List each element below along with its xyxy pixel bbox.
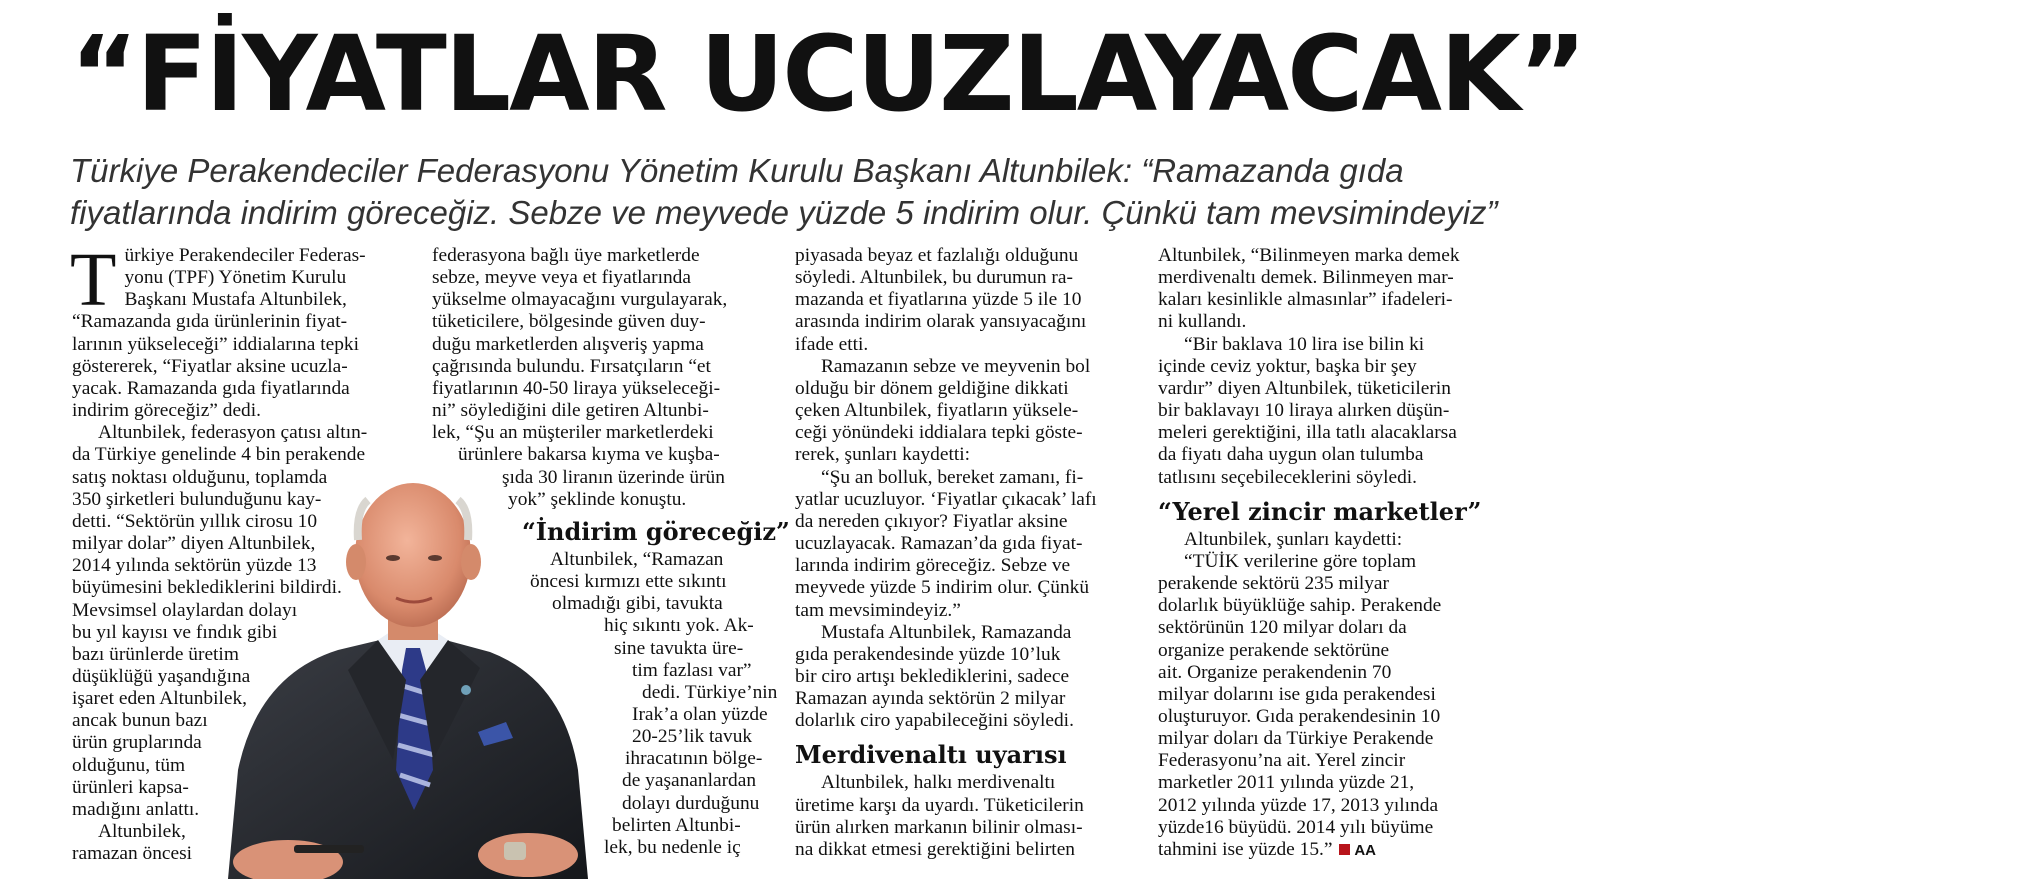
text-line: belirten Altunbi-	[612, 814, 741, 836]
subheading-merdivenalti: Merdivenaltı uyarısı	[795, 740, 1067, 770]
subheading-indirim: “İndirim göreceğiz”	[522, 516, 790, 546]
text-line: Altunbilek, federasyon çatısı altın-	[98, 422, 368, 444]
text-line: kaları kesinlikle almasınlar” ifadeleri-	[1158, 289, 1453, 311]
text-line: de yaşananlardan	[622, 770, 757, 792]
subheading-yerel-zincir: “Yerel zincir marketler”	[1158, 496, 1482, 526]
text-line: tüketicilere, bölgesinde güven duy-	[432, 311, 706, 333]
text-line: satış noktası olduğunu, toplamda	[72, 466, 328, 488]
text-line: ni” söylediğini dile getiren Altunbi-	[432, 400, 709, 422]
text-line: yacak. Ramazanda gıda fiyatlarında	[72, 377, 350, 399]
text-line: perakende sektörü 235 milyar	[1158, 573, 1389, 595]
text-line: olduğu bir dönem geldiğine dikkati	[795, 377, 1069, 399]
text-line: yok” şeklinde konuştu.	[508, 488, 687, 510]
text-line: da Türkiye genelinde 4 bin perakende	[72, 444, 366, 466]
text-line: milyar dolar” diyen Altunbilek,	[72, 533, 316, 555]
text-line: dedi. Türkiye’nin	[642, 681, 778, 703]
text-line: Başkanı Mustafa Altunbilek,	[124, 289, 347, 311]
text-line: oluşturuyor. Gıda perakendesinin 10	[1158, 705, 1441, 727]
text-line: 2014 yılında sektörün yüzde 13	[72, 555, 317, 577]
text-line: bir ciro artışı beklediklerini, sadece	[795, 665, 1070, 687]
text-line: dolarlık büyüklüğe sahip. Perakende	[1158, 595, 1442, 617]
text-line: ürkiye Perakendeciler Federas-	[124, 245, 366, 266]
text-line: bazı ürünlerde üretim	[72, 643, 239, 665]
text-line: lek, bu nedenle iç	[604, 836, 741, 858]
text-line: Altunbilek, “Ramazan	[550, 548, 724, 570]
text-line: Irak’a olan yüzde	[632, 703, 768, 725]
text-line: ürünlere bakarsa kıyma ve kuşba-	[458, 444, 720, 466]
text-line: 2012 yılında yüzde 17, 2013 yılında	[1158, 794, 1439, 816]
text-line: bir baklavayı 10 liraya alırken düşün-	[1158, 400, 1450, 422]
text-line: Altunbilek,	[98, 821, 186, 843]
text-line: bu yıl kayısı ve fındık gibi	[72, 621, 278, 643]
text-line: merdivenaltı demek. Bilinmeyen mar-	[1158, 267, 1454, 289]
text-line: dolayı durduğunu	[622, 792, 760, 814]
drop-cap: T	[70, 238, 117, 322]
text-line: milyar doları da Türkiye Perakende	[1158, 728, 1434, 750]
text-line: da fiyatı daha uygun olan tulumba	[1158, 444, 1424, 466]
text-line: 20-25’lik tavuk	[632, 726, 753, 748]
text-line: ni kullandı.	[1158, 311, 1247, 333]
text-line: fiyatlarının 40-50 liraya yükseleceği-	[432, 377, 721, 399]
text-line: hiç sıkıntı yok. Ak-	[604, 615, 754, 637]
text-line: ihracatının bölge-	[625, 748, 763, 770]
text-line: ceği yönündeki iddialara tepki göste-	[795, 422, 1083, 444]
text-line: çağrısında bulundu. Fırsatçıların “et	[432, 355, 711, 377]
end-mark-icon	[1339, 844, 1350, 855]
text-line: ancak bunun bazı	[72, 710, 208, 732]
text-line: Altunbilek, “Bilinmeyen marka demek	[1158, 245, 1460, 266]
agency-signature: AA	[1354, 841, 1376, 859]
text-line: ürün gruplarında	[72, 732, 202, 754]
text-line: sektörünün 120 milyar doları da	[1158, 617, 1407, 639]
headline: “FİYATLAR UCUZLAYACAK”	[70, 13, 1585, 135]
text-line: madığını anlattı.	[72, 798, 200, 820]
text-line: “Bir baklava 10 lira ise bilin ki	[1184, 333, 1425, 355]
text-line: söyledi. Altunbilek, bu durumun ra-	[795, 267, 1073, 289]
text-line: Ramazan ayında sektörün 2 milyar	[795, 688, 1066, 710]
text-line: yonu (TPF) Yönetim Kurulu	[124, 267, 347, 289]
text-line: yatlar ucuzluyor. ‘Fiyatlar çıkacak’ lafı	[795, 488, 1097, 510]
text-line: marketler 2011 yılında yüzde 21,	[1158, 772, 1415, 794]
text-line: öncesi kırmızı ette sıkıntı	[530, 571, 727, 593]
article-column-3	[795, 245, 1150, 861]
text-line: Ramazanın sebze ve meyvenin bol	[821, 355, 1091, 377]
text-line: “Şu an bolluk, bereket zamanı, fi-	[821, 466, 1084, 488]
text-line: olmadığı gibi, tavukta	[552, 593, 723, 615]
text-line: yükselme olmayacağını vurgulayarak,	[432, 289, 728, 311]
text-line: işaret eden Altunbilek,	[72, 688, 248, 710]
text-line: ait. Organize perakendenin 70	[1158, 661, 1392, 683]
deck-subheadline	[70, 150, 1570, 234]
text-line: göstererek, “Fiyatlar aksine ucuzla-	[72, 355, 348, 377]
text-line: ramazan öncesi	[72, 843, 193, 865]
text-line: piyasada beyaz et fazlalığı olduğunu	[795, 245, 1079, 266]
text-line: sebze, meyve veya et fiyatlarında	[432, 267, 691, 289]
text-line: ucuzlayacak. Ramazan’da gıda fiyat-	[795, 533, 1083, 555]
text-line: indirim göreceğiz” dedi.	[72, 400, 261, 422]
text-line: detti. “Sektörün yıllık cirosu 10	[72, 510, 318, 532]
text-line: mazanda et fiyatlarına yüzde 5 ile 10	[795, 289, 1082, 311]
text-line: organize perakende sektörüne	[1158, 639, 1390, 661]
text-line: düşüklüğü yaşandığına	[72, 665, 251, 687]
text-line: Mustafa Altunbilek, Ramazanda	[821, 621, 1072, 643]
text-line: çeken Altunbilek, fiyatların yükselе-	[795, 400, 1079, 422]
text-line: Mevsimsel olaylardan dolayı	[72, 599, 298, 621]
text-line: tam mevsimindeyiz.”	[795, 599, 961, 621]
text-line: larının yükseleceği” iddialarına tepki	[72, 333, 359, 355]
text-line-last	[1158, 839, 1513, 862]
text-line: içinde ceviz yoktur, başka bir şey	[1158, 355, 1417, 377]
text-line: olduğunu, tüm	[72, 754, 186, 776]
text-line: yüzde16 büyüdü. 2014 yılı büyüme	[1158, 816, 1434, 838]
text-line: büyümesini beklediklerini bildirdi.	[72, 577, 342, 599]
text-line: Altunbilek, halkı merdivenaltı	[821, 772, 1056, 794]
deck-line: fiyatlarında indirim göreceğiz. Sebze ve meyvede yüzde 5 indirim olur. Çünkü tam mevsimindeyiz”	[70, 194, 1498, 231]
deck-line: Türkiye Perakendeciler Federasyonu Yönetim Kurulu Başkanı Altunbilek: “Ramazanda gıda	[70, 152, 1404, 189]
text-line: tatlısını seçebileceklerini söyledi.	[1158, 466, 1417, 488]
text-line: üretime karşı da uyardı. Tüketicilerin	[795, 794, 1084, 816]
text-line: “Ramazanda gıda ürünlerinin fiyat-	[72, 311, 348, 333]
text-line: gıda perakendesinde yüzde 10’luk	[795, 643, 1061, 665]
text-line: “TÜİK verilerine göre toplam	[1184, 550, 1417, 572]
text-line: federasyona bağlı üye marketlerde	[432, 245, 700, 266]
text-line: tim fazlası var”	[632, 659, 752, 681]
text-line: meleri gerektiğini, illa tatlı alacaklarsa	[1158, 422, 1457, 444]
text-line: tahmini ise yüzde 15.”	[1158, 838, 1333, 860]
text-line: milyar dolarını ise gıda perakendesi	[1158, 683, 1436, 705]
text-line: ifade etti.	[795, 333, 869, 355]
text-line: na dikkat etmesi gerektiğini belirten	[795, 838, 1075, 860]
text-line: Altunbilek, şunları kaydetti:	[1184, 528, 1403, 550]
text-line: dolarlık ciro yapabileceğini söyledi.	[795, 710, 1074, 732]
text-line: şıda 30 liranın üzerinde ürün	[502, 466, 725, 488]
text-line: ürün alırken markanın bilinir olması-	[795, 816, 1083, 838]
text-line: duğu marketlerden alışveriş yapma	[432, 333, 704, 355]
text-line: meyvede yüzde 5 indirim olur. Çünkü	[795, 577, 1090, 599]
text-line: sine tavukta üre-	[614, 637, 744, 659]
text-line: arasında indirim olarak yansıyacağını	[795, 311, 1087, 333]
text-line: lek, “Şu an müşteriler marketlerdeki	[432, 422, 714, 444]
text-line: da nereden çıkıyor? Fiyatlar aksine	[795, 510, 1068, 532]
portrait-photo	[228, 470, 596, 879]
text-line: Federasyonu’na ait. Yerel zincir	[1158, 750, 1406, 772]
text-line: vardır” diyen Altunbilek, tüketicilerin	[1158, 377, 1451, 399]
article-column-4	[1158, 245, 1513, 862]
text-line: rerek, şunları kaydetti:	[795, 444, 970, 466]
text-line: ürünleri kapsa-	[72, 776, 189, 798]
text-line: 350 şirketleri bulunduğunu kay-	[72, 488, 322, 510]
text-line: larında indirim göreceğiz. Sebze ve	[795, 555, 1071, 577]
